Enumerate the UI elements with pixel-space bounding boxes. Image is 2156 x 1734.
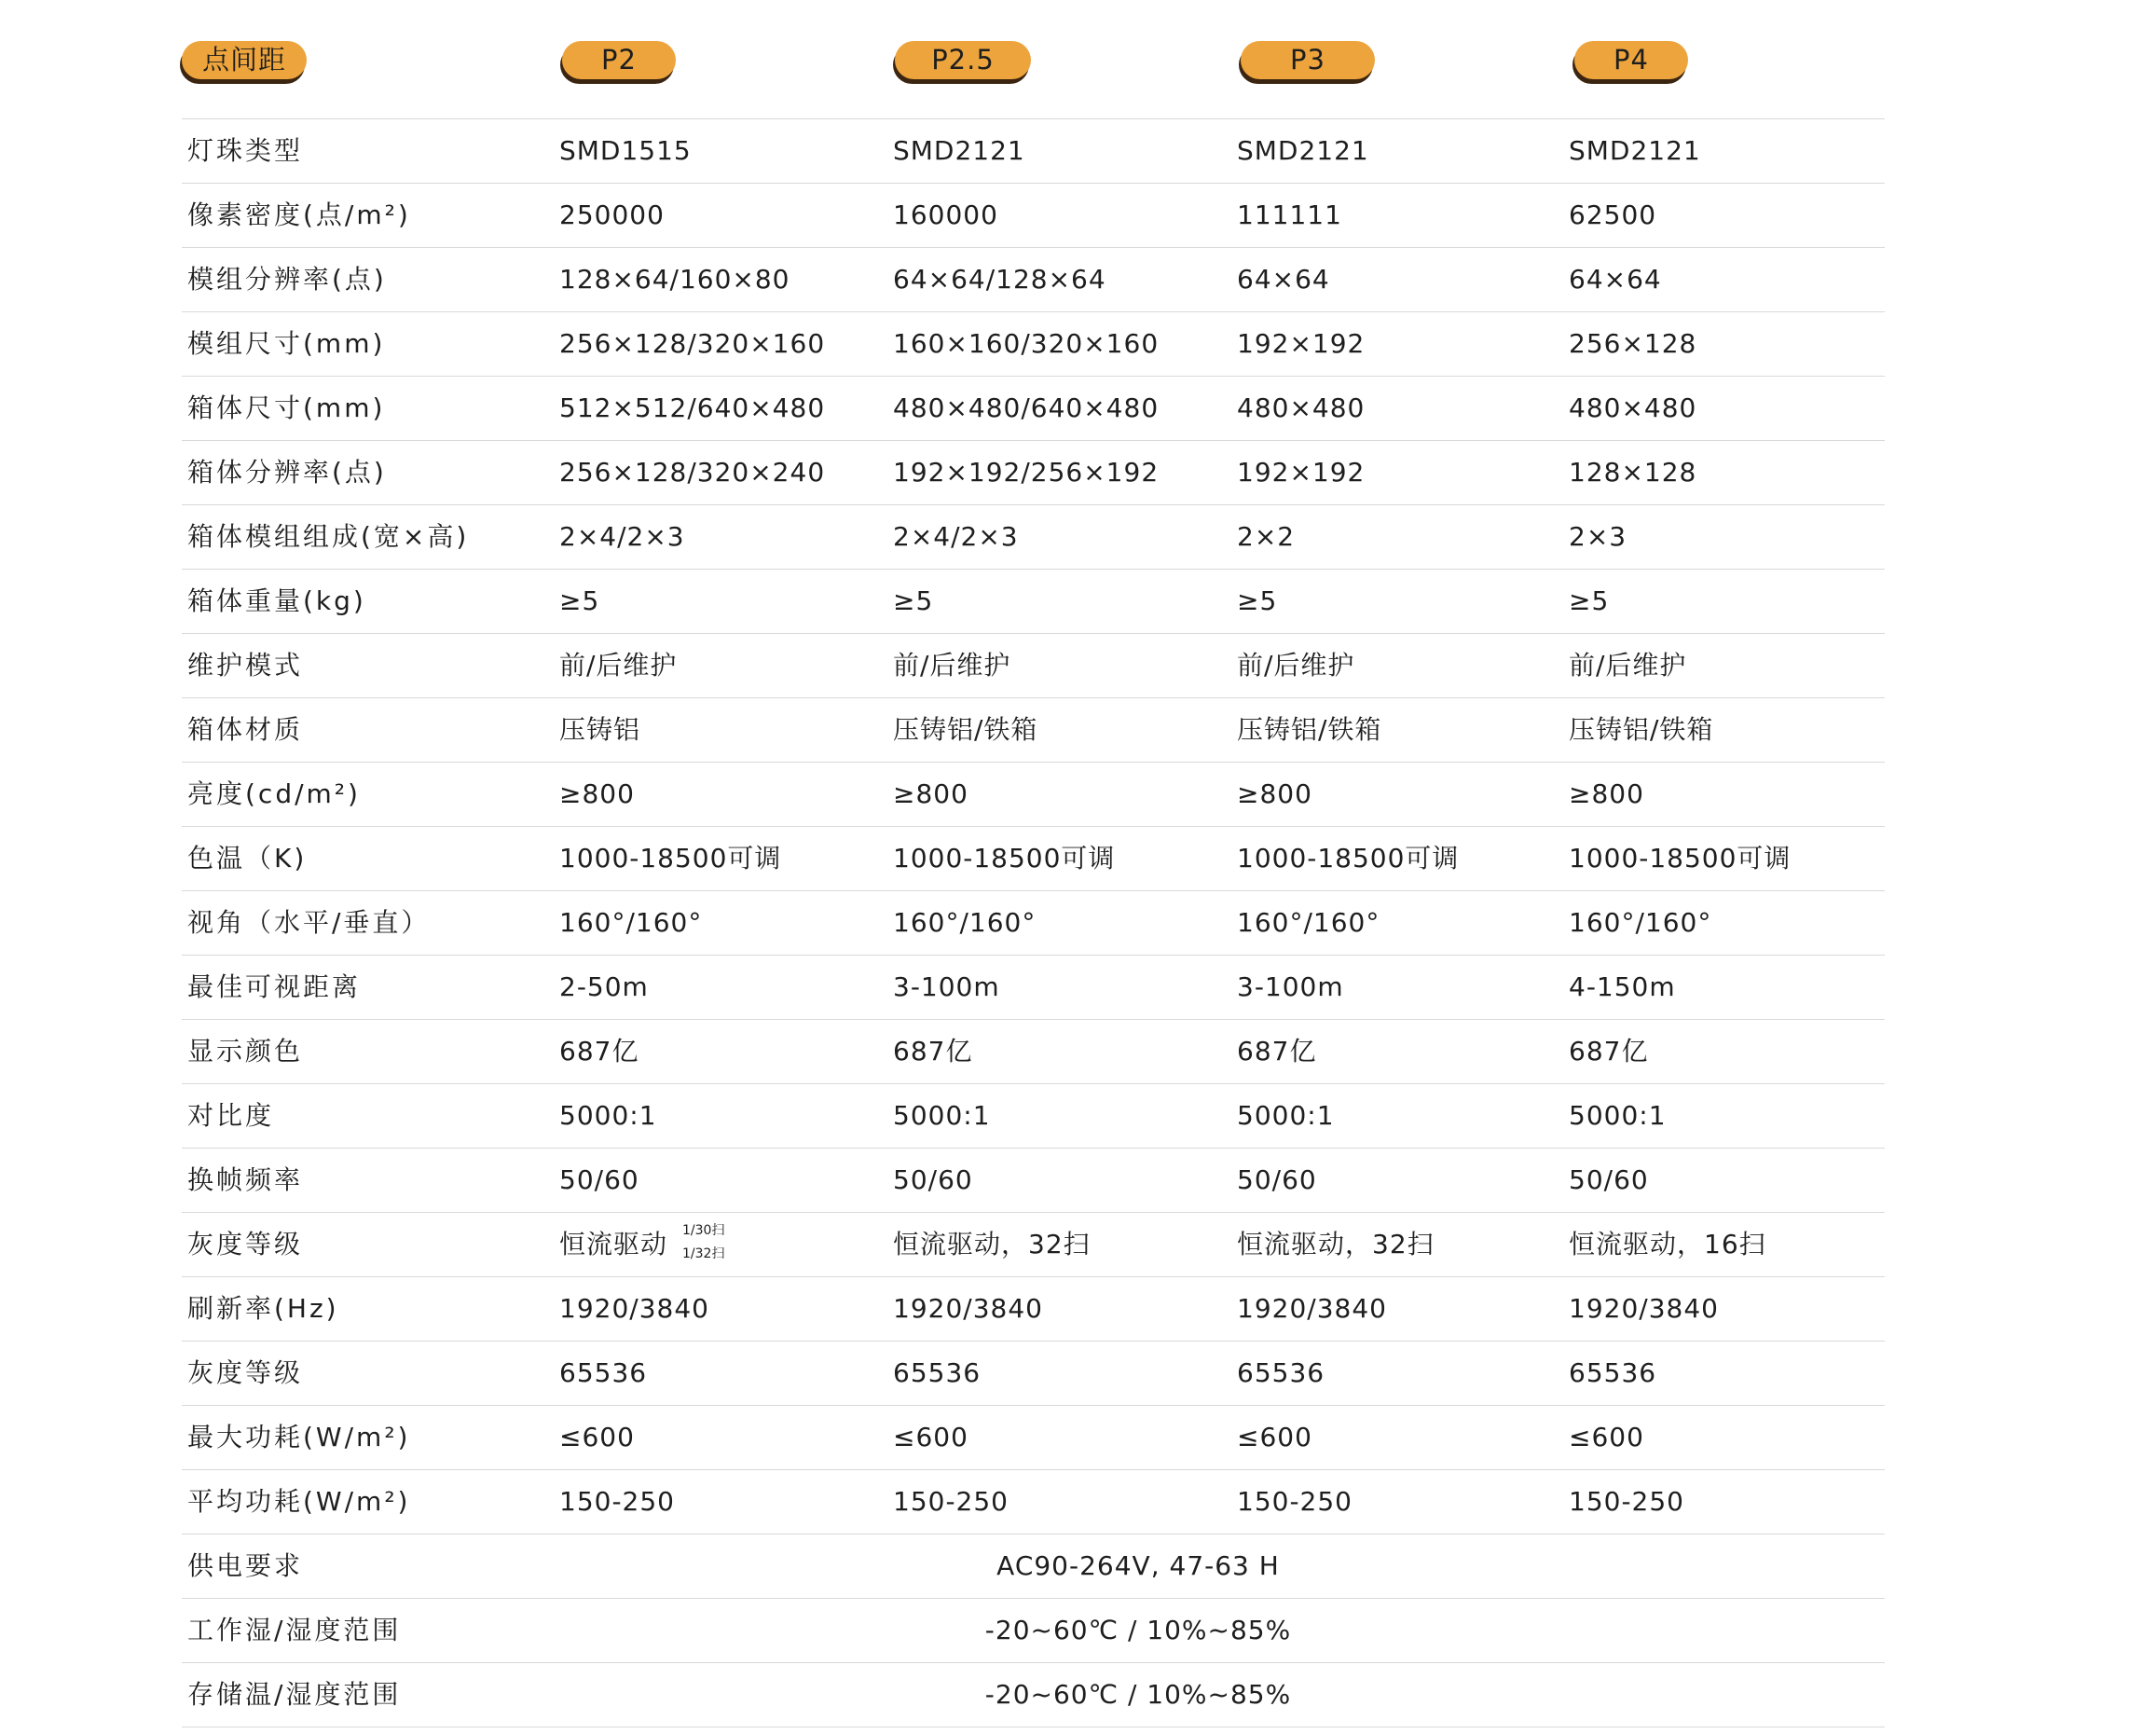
value-cell (1569, 1212, 1766, 1276)
value-text: 1000-18500可调 (559, 843, 782, 874)
value-cell (559, 1341, 647, 1405)
table-row (0, 1148, 2156, 1212)
table-row (0, 1534, 2156, 1598)
table-row (0, 183, 2156, 247)
value-text: 50/60 (1569, 1164, 1649, 1195)
row-label: 换帧频率 (187, 1164, 304, 1195)
value-text: 687亿 (1237, 1036, 1317, 1067)
value-cell (1569, 762, 1644, 826)
column-header-p4: P4 (1574, 41, 1688, 79)
spanned-value: -20~60℃ / 10%~85% (984, 1615, 1292, 1645)
value-cell (1237, 504, 1295, 569)
value-cell (1569, 955, 1676, 1019)
row-label: 模组尺寸(mm) (187, 328, 386, 359)
value-text: 4-150m (1569, 971, 1676, 1002)
value-cell (1569, 1341, 1656, 1405)
header-label-pill: 点间距 (182, 41, 307, 79)
spanned-value: AC90-264V, 47-63 H (996, 1550, 1280, 1581)
column-header-p2-5: P2.5 (895, 41, 1031, 79)
value-cell (893, 955, 1000, 1019)
value-text: 111111 (1237, 200, 1342, 230)
value-text: 1000-18500可调 (1569, 843, 1792, 874)
value-text: SMD1515 (559, 135, 692, 166)
value-cell (559, 1405, 635, 1469)
value-text: 160°/160° (559, 907, 703, 938)
value-text: 恒流驱动，16扫 (1569, 1229, 1766, 1259)
value-text: 前/后维护 (893, 650, 1011, 681)
value-text: 64×64 (1569, 264, 1662, 295)
value-cell (559, 1019, 639, 1083)
value-text: 687亿 (1569, 1036, 1649, 1067)
value-text: 64×64 (1237, 264, 1330, 295)
row-label: 工作湿/湿度范围 (187, 1615, 402, 1645)
value-cell (893, 1212, 1091, 1276)
row-label: 视角（水平/垂直） (187, 907, 431, 938)
value-cell (559, 697, 640, 762)
value-cell (893, 1083, 991, 1148)
value-text: 250000 (559, 200, 665, 230)
value-cell (559, 1083, 657, 1148)
value-cell (1237, 697, 1381, 762)
row-label: 刷新率(Hz) (187, 1293, 339, 1324)
value-text: ≥5 (1569, 585, 1610, 616)
value-cell (559, 376, 825, 440)
value-cell (559, 504, 685, 569)
value-cell (1237, 1341, 1325, 1405)
value-text: SMD2121 (1237, 135, 1369, 166)
column-header-p2: P2 (562, 41, 676, 79)
value-text: 1920/3840 (893, 1293, 1043, 1324)
value-text: ≥5 (893, 585, 934, 616)
value-cell (1569, 1148, 1649, 1212)
value-cell (1237, 1083, 1335, 1148)
row-label: 最大功耗(W/m²) (187, 1422, 411, 1452)
value-cell (1237, 762, 1312, 826)
value-cell (893, 183, 998, 247)
value-text: 480×480 (1569, 392, 1697, 423)
value-text: 65536 (1237, 1357, 1325, 1388)
value-text: 50/60 (559, 1164, 639, 1195)
value-text: 压铸铝/铁箱 (1237, 714, 1382, 745)
value-cell (1237, 890, 1380, 955)
value-cell (893, 1148, 973, 1212)
row-label: 箱体材质 (187, 714, 304, 745)
row-label: 平均功耗(W/m²) (187, 1486, 411, 1517)
value-cell (1569, 1019, 1648, 1083)
value-text: 65536 (1569, 1357, 1657, 1388)
row-label: 模组分辨率(点) (187, 264, 387, 295)
value-text: 1000-18500可调 (1237, 843, 1460, 874)
value-text: 1920/3840 (1237, 1293, 1387, 1324)
value-text: 62500 (1569, 200, 1657, 230)
scan-note-line: 1/32扫 (682, 1246, 725, 1261)
value-text: 3-100m (893, 971, 1000, 1002)
value-cell (1237, 118, 1369, 183)
row-label: 箱体分辨率(点) (187, 457, 387, 488)
value-cell (559, 569, 599, 633)
value-text: 50/60 (1237, 1164, 1317, 1195)
value-cell (559, 826, 781, 890)
value-cell (1237, 247, 1330, 311)
value-text: 256×128/320×240 (559, 457, 826, 488)
value-cell (559, 311, 825, 376)
value-text: 前/后维护 (1237, 650, 1355, 681)
value-cell (1237, 440, 1365, 504)
value-cell (1569, 376, 1696, 440)
value-cell (1569, 311, 1696, 376)
value-cell (893, 1469, 1009, 1534)
row-label: 显示颜色 (187, 1036, 304, 1067)
value-text: ≤600 (559, 1422, 635, 1452)
value-cell (1237, 1019, 1316, 1083)
value-text: 2×4/2×3 (559, 521, 685, 552)
table-row (0, 633, 2156, 697)
value-cell (893, 311, 1159, 376)
value-text: 150-250 (559, 1486, 675, 1517)
value-text: 65536 (559, 1357, 648, 1388)
value-cell (1237, 826, 1459, 890)
row-label: 维护模式 (187, 650, 304, 681)
value-text: 480×480/640×480 (893, 392, 1160, 423)
value-cell (1569, 504, 1627, 569)
value-cell (559, 1212, 724, 1276)
value-text: ≤600 (893, 1422, 968, 1452)
value-cell (893, 890, 1036, 955)
value-cell (559, 118, 692, 183)
row-label: 对比度 (187, 1100, 275, 1131)
value-cell (559, 440, 825, 504)
value-text: 前/后维护 (1569, 650, 1687, 681)
value-cell (559, 1469, 675, 1534)
value-cell (1237, 1212, 1435, 1276)
table-row (0, 1083, 2156, 1148)
value-text: 128×64/160×80 (559, 264, 790, 295)
value-cell (1569, 569, 1609, 633)
table-row (0, 826, 2156, 890)
table-row (0, 376, 2156, 440)
value-cell (893, 440, 1159, 504)
value-cell (1237, 183, 1342, 247)
row-label: 存储温/湿度范围 (187, 1679, 402, 1710)
value-cell (893, 569, 933, 633)
value-cell (1569, 633, 1686, 697)
row-label: 箱体重量(kg) (187, 585, 366, 616)
value-cell (893, 633, 1010, 697)
row-label: 色温（K) (187, 843, 308, 874)
value-cell (1569, 1083, 1667, 1148)
value-text: SMD2121 (1569, 135, 1701, 166)
value-cell (1569, 247, 1662, 311)
value-text: 1000-18500可调 (893, 843, 1116, 874)
value-text: 50/60 (893, 1164, 973, 1195)
value-cell (1569, 1276, 1719, 1341)
value-text: 687亿 (559, 1036, 639, 1067)
value-cell (893, 118, 1025, 183)
value-text: 150-250 (1569, 1486, 1684, 1517)
value-text: 150-250 (1237, 1486, 1353, 1517)
column-header-p3: P3 (1241, 41, 1375, 79)
value-text: 5000:1 (893, 1100, 991, 1131)
table-row (0, 890, 2156, 955)
table-row (0, 1598, 2156, 1662)
value-cell (1237, 1276, 1387, 1341)
table-row (0, 247, 2156, 311)
value-text: 256×128/320×160 (559, 328, 826, 359)
value-text: 2×4/2×3 (893, 521, 1019, 552)
row-label: 最佳可视距离 (187, 971, 362, 1002)
value-text: 160°/160° (1569, 907, 1712, 938)
value-cell (1569, 697, 1713, 762)
value-text: 192×192 (1237, 328, 1366, 359)
value-text: 65536 (893, 1357, 982, 1388)
value-cell (1237, 1148, 1317, 1212)
value-cell (559, 1148, 639, 1212)
value-cell (559, 183, 665, 247)
value-cell (893, 1019, 972, 1083)
table-row (0, 1212, 2156, 1276)
value-cell (1569, 1405, 1644, 1469)
row-label: 亮度(cd/m²) (187, 778, 361, 809)
value-cell (559, 955, 649, 1019)
scan-note (682, 1219, 724, 1266)
value-text: ≤600 (1237, 1422, 1312, 1452)
value-cell (893, 762, 968, 826)
row-label: 供电要求 (187, 1550, 304, 1581)
value-cell (893, 376, 1159, 440)
value-cell (1569, 440, 1696, 504)
value-text: 160°/160° (1237, 907, 1380, 938)
value-cell (1237, 1469, 1353, 1534)
value-text: 前/后维护 (559, 650, 678, 681)
value-text: 1920/3840 (559, 1293, 709, 1324)
value-text: 恒流驱动，32扫 (1237, 1229, 1435, 1259)
value-cell (1569, 826, 1791, 890)
table-row (0, 1405, 2156, 1469)
table-row (0, 440, 2156, 504)
table-row (0, 118, 2156, 183)
value-text: ≥5 (559, 585, 600, 616)
table-row (0, 1341, 2156, 1405)
value-text: ≥800 (1569, 778, 1644, 809)
value-text: 1920/3840 (1569, 1293, 1719, 1324)
value-cell (1237, 376, 1365, 440)
spanned-value: -20~60℃ / 10%~85% (984, 1679, 1292, 1710)
table-row (0, 1469, 2156, 1534)
value-text: 687亿 (893, 1036, 973, 1067)
value-cell (1237, 955, 1344, 1019)
value-text: 160×160/320×160 (893, 328, 1160, 359)
table-row (0, 311, 2156, 376)
value-text: 5000:1 (559, 1100, 657, 1131)
value-cell (893, 504, 1019, 569)
value-text: 128×128 (1569, 457, 1697, 488)
value-cell (893, 1341, 981, 1405)
value-text: 2×2 (1237, 521, 1296, 552)
value-cell (893, 1405, 968, 1469)
row-label: 灰度等级 (187, 1229, 304, 1259)
table-row (0, 1019, 2156, 1083)
value-text: 160°/160° (893, 907, 1037, 938)
value-text: 2×3 (1569, 521, 1627, 552)
table-row (0, 1662, 2156, 1727)
table-row (0, 569, 2156, 633)
value-text: ≥5 (1237, 585, 1278, 616)
value-cell (1237, 311, 1365, 376)
value-text: 压铸铝/铁箱 (893, 714, 1038, 745)
value-text: 压铸铝/铁箱 (1569, 714, 1714, 745)
value-cell (559, 762, 635, 826)
value-cell (1237, 1405, 1312, 1469)
row-label: 像素密度(点/m²) (187, 200, 411, 230)
value-cell (893, 826, 1115, 890)
value-text: ≥800 (893, 778, 968, 809)
table-row (0, 1276, 2156, 1341)
scan-note-line: 1/30扫 (682, 1223, 725, 1238)
value-text: 恒流驱动 (559, 1229, 668, 1259)
value-cell (893, 1276, 1043, 1341)
value-text: SMD2121 (893, 135, 1025, 166)
table-row (0, 697, 2156, 762)
table-row (0, 762, 2156, 826)
value-text: 160000 (893, 200, 998, 230)
value-text: 2-50m (559, 971, 649, 1002)
value-cell (893, 697, 1037, 762)
value-cell (1237, 569, 1277, 633)
value-cell (559, 633, 677, 697)
value-text: 64×64/128×64 (893, 264, 1106, 295)
value-cell (559, 247, 790, 311)
value-cell (1237, 633, 1354, 697)
value-cell (1569, 890, 1711, 955)
value-text: 3-100m (1237, 971, 1344, 1002)
row-label: 灰度等级 (187, 1357, 304, 1388)
value-text: 512×512/640×480 (559, 392, 826, 423)
value-text: 192×192/256×192 (893, 457, 1160, 488)
table-row (0, 504, 2156, 569)
row-label: 箱体模组组成(宽×高) (187, 521, 470, 552)
value-text: ≥800 (559, 778, 635, 809)
value-cell (559, 1276, 709, 1341)
row-label: 箱体尺寸(mm) (187, 392, 386, 423)
value-text: 150-250 (893, 1486, 1009, 1517)
value-cell (1569, 118, 1701, 183)
value-text: 压铸铝 (559, 714, 641, 745)
value-text: ≥800 (1237, 778, 1312, 809)
value-text: 480×480 (1237, 392, 1366, 423)
value-cell (893, 247, 1106, 311)
value-text: 恒流驱动，32扫 (893, 1229, 1091, 1259)
row-label: 灯珠类型 (187, 135, 304, 166)
value-cell (559, 890, 702, 955)
value-text: 192×192 (1237, 457, 1366, 488)
value-text: 5000:1 (1237, 1100, 1335, 1131)
value-text: ≤600 (1569, 1422, 1644, 1452)
value-text: 5000:1 (1569, 1100, 1667, 1131)
value-text: 256×128 (1569, 328, 1697, 359)
table-row (0, 955, 2156, 1019)
value-cell (1569, 183, 1656, 247)
value-cell (1569, 1469, 1684, 1534)
